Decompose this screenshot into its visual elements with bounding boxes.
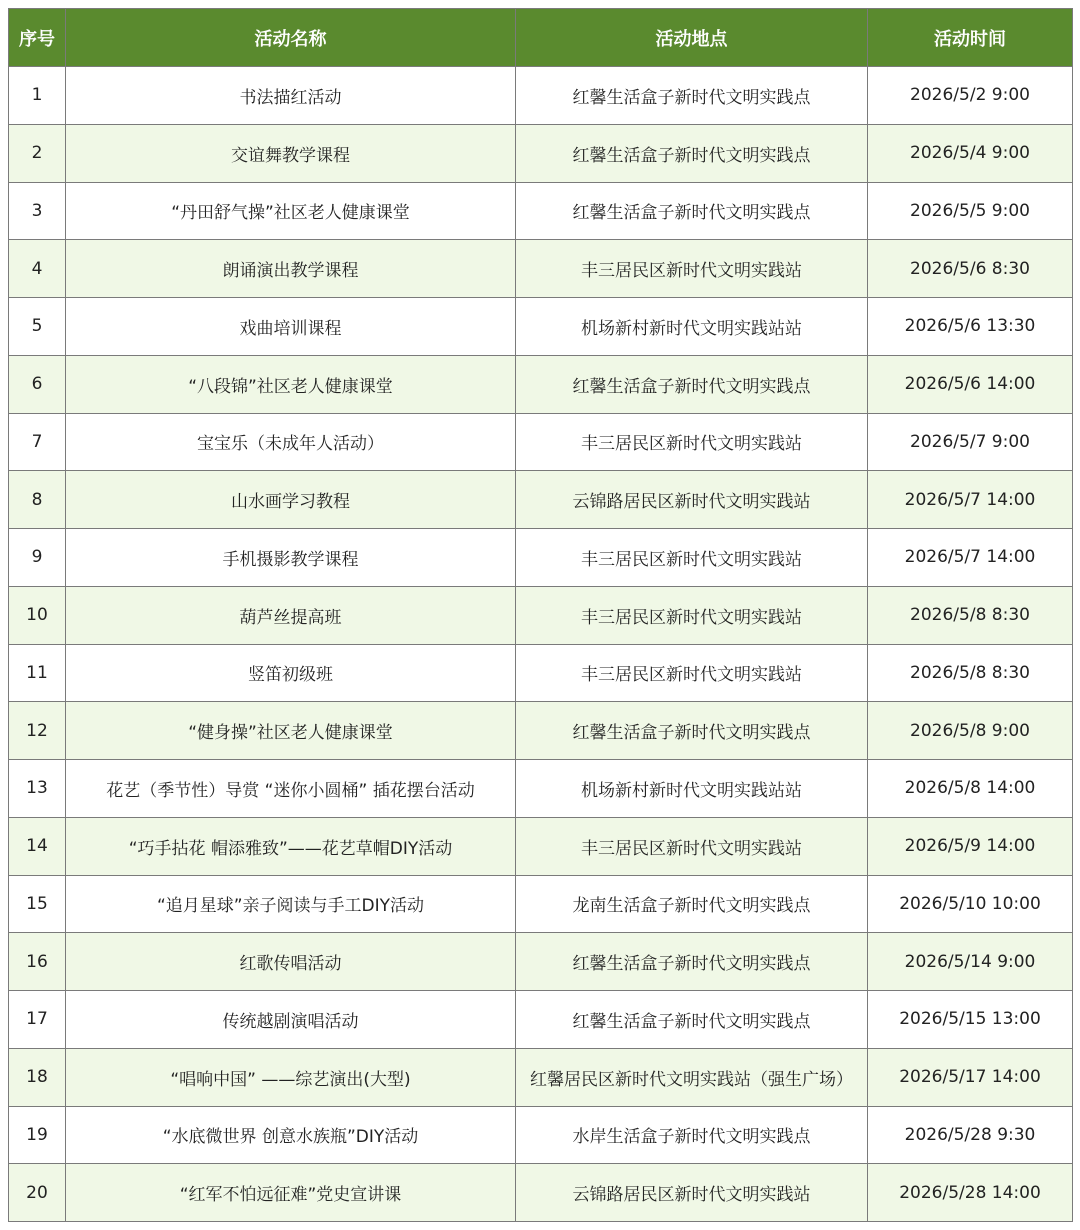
table-row (9, 355, 1073, 413)
activity-location-cell: 红馨生活盒子新时代文明实践点 (516, 124, 868, 182)
table-row (9, 124, 1073, 182)
row-index-cell: 1 (9, 67, 66, 125)
row-index-cell: 10 (9, 586, 66, 644)
row-index-cell: 4 (9, 240, 66, 298)
table-row (9, 702, 1073, 760)
activity-name-cell: 手机摄影教学课程 (66, 529, 516, 587)
row-index-cell: 11 (9, 644, 66, 702)
table-row (9, 1106, 1073, 1164)
activity-time-cell: 2026/5/6 8:30 (868, 240, 1073, 298)
table-row (9, 67, 1073, 125)
activity-time-cell: 2026/5/7 14:00 (868, 471, 1073, 529)
activity-name-cell: “追月星球”亲子阅读与手工DIY活动 (66, 875, 516, 933)
row-index-cell: 8 (9, 471, 66, 529)
activity-location-cell: 红馨生活盒子新时代文明实践点 (516, 355, 868, 413)
activity-name-cell: “丹田舒气操”社区老人健康课堂 (66, 182, 516, 240)
row-index-cell: 18 (9, 1048, 66, 1106)
row-index-cell: 17 (9, 991, 66, 1049)
table-body (9, 67, 1073, 1222)
header-index: 序号 (9, 9, 66, 67)
row-index-cell: 6 (9, 355, 66, 413)
activity-time-cell: 2026/5/4 9:00 (868, 124, 1073, 182)
table-row (9, 644, 1073, 702)
activity-time-cell: 2026/5/14 9:00 (868, 933, 1073, 991)
table-row (9, 471, 1073, 529)
activity-location-cell: 红馨生活盒子新时代文明实践点 (516, 991, 868, 1049)
activity-location-cell: 红馨生活盒子新时代文明实践点 (516, 67, 868, 125)
activity-location-cell: 丰三居民区新时代文明实践站 (516, 644, 868, 702)
table-row (9, 298, 1073, 356)
activity-location-cell: 红馨生活盒子新时代文明实践点 (516, 933, 868, 991)
activity-name-cell: 红歌传唱活动 (66, 933, 516, 991)
activity-time-cell: 2026/5/9 14:00 (868, 817, 1073, 875)
activity-name-cell: 朗诵演出教学课程 (66, 240, 516, 298)
activity-time-cell: 2026/5/28 14:00 (868, 1164, 1073, 1222)
activity-name-cell: 竖笛初级班 (66, 644, 516, 702)
activity-schedule (8, 8, 1072, 1222)
activity-name-cell: 宝宝乐（未成年人活动） (66, 413, 516, 471)
row-index-cell: 16 (9, 933, 66, 991)
activity-name-cell: 传统越剧演唱活动 (66, 991, 516, 1049)
activity-time-cell: 2026/5/28 9:30 (868, 1106, 1073, 1164)
table-row (9, 933, 1073, 991)
activity-name-cell: 山水画学习教程 (66, 471, 516, 529)
activity-time-cell: 2026/5/7 14:00 (868, 529, 1073, 587)
row-index-cell: 7 (9, 413, 66, 471)
activity-time-cell: 2026/5/6 13:30 (868, 298, 1073, 356)
activity-location-cell: 丰三居民区新时代文明实践站 (516, 586, 868, 644)
activity-time-cell: 2026/5/6 14:00 (868, 355, 1073, 413)
activity-time-cell: 2026/5/8 8:30 (868, 586, 1073, 644)
activity-location-cell: 云锦路居民区新时代文明实践站 (516, 471, 868, 529)
activity-name-cell: 交谊舞教学课程 (66, 124, 516, 182)
table-row (9, 817, 1073, 875)
header-activity-location: 活动地点 (516, 9, 868, 67)
activity-name-cell: “巧手拈花 帽添雅致”——花艺草帽DIY活动 (66, 817, 516, 875)
table-row (9, 1048, 1073, 1106)
row-index-cell: 12 (9, 702, 66, 760)
row-index-cell: 5 (9, 298, 66, 356)
row-index-cell: 19 (9, 1106, 66, 1164)
activity-time-cell: 2026/5/15 13:00 (868, 991, 1073, 1049)
row-index-cell: 9 (9, 529, 66, 587)
activity-name-cell: 花艺（季节性）导赏 “迷你小圆桶” 插花摆台活动 (66, 760, 516, 818)
table-row (9, 875, 1073, 933)
header-activity-name: 活动名称 (66, 9, 516, 67)
activity-name-cell: 戏曲培训课程 (66, 298, 516, 356)
table-row (9, 586, 1073, 644)
activity-time-cell: 2026/5/7 9:00 (868, 413, 1073, 471)
activity-time-cell: 2026/5/10 10:00 (868, 875, 1073, 933)
activity-location-cell: 水岸生活盒子新时代文明实践点 (516, 1106, 868, 1164)
row-index-cell: 13 (9, 760, 66, 818)
activity-name-cell: “唱响中国” ——综艺演出(大型) (66, 1048, 516, 1106)
activity-location-cell: 机场新村新时代文明实践站站 (516, 760, 868, 818)
activity-name-cell: “水底微世界 创意水族瓶”DIY活动 (66, 1106, 516, 1164)
activity-location-cell: 丰三居民区新时代文明实践站 (516, 413, 868, 471)
activity-location-cell: 云锦路居民区新时代文明实践站 (516, 1164, 868, 1222)
table-row (9, 182, 1073, 240)
table-header-row (9, 9, 1073, 67)
activity-name-cell: “健身操”社区老人健康课堂 (66, 702, 516, 760)
activity-location-cell: 红馨居民区新时代文明实践站（强生广场） (516, 1048, 868, 1106)
activity-time-cell: 2026/5/8 8:30 (868, 644, 1073, 702)
activity-time-cell: 2026/5/17 14:00 (868, 1048, 1073, 1106)
activity-name-cell: 葫芦丝提高班 (66, 586, 516, 644)
activity-name-cell: “八段锦”社区老人健康课堂 (66, 355, 516, 413)
activity-location-cell: 丰三居民区新时代文明实践站 (516, 240, 868, 298)
activity-time-cell: 2026/5/8 14:00 (868, 760, 1073, 818)
activity-time-cell: 2026/5/8 9:00 (868, 702, 1073, 760)
activity-location-cell: 红馨生活盒子新时代文明实践点 (516, 702, 868, 760)
row-index-cell: 15 (9, 875, 66, 933)
activity-time-cell: 2026/5/5 9:00 (868, 182, 1073, 240)
header-activity-time: 活动时间 (868, 9, 1073, 67)
table-row (9, 991, 1073, 1049)
activity-name-cell: 书法描红活动 (66, 67, 516, 125)
row-index-cell: 2 (9, 124, 66, 182)
activity-name-cell: “红军不怕远征难”党史宣讲课 (66, 1164, 516, 1222)
activity-location-cell: 机场新村新时代文明实践站站 (516, 298, 868, 356)
table-row (9, 240, 1073, 298)
activity-table (8, 8, 1073, 1222)
activity-location-cell: 丰三居民区新时代文明实践站 (516, 529, 868, 587)
activity-location-cell: 红馨生活盒子新时代文明实践点 (516, 182, 868, 240)
activity-location-cell: 龙南生活盒子新时代文明实践点 (516, 875, 868, 933)
activity-time-cell: 2026/5/2 9:00 (868, 67, 1073, 125)
table-row (9, 529, 1073, 587)
row-index-cell: 20 (9, 1164, 66, 1222)
row-index-cell: 3 (9, 182, 66, 240)
table-row (9, 760, 1073, 818)
row-index-cell: 14 (9, 817, 66, 875)
table-row (9, 413, 1073, 471)
table-row (9, 1164, 1073, 1222)
activity-location-cell: 丰三居民区新时代文明实践站 (516, 817, 868, 875)
